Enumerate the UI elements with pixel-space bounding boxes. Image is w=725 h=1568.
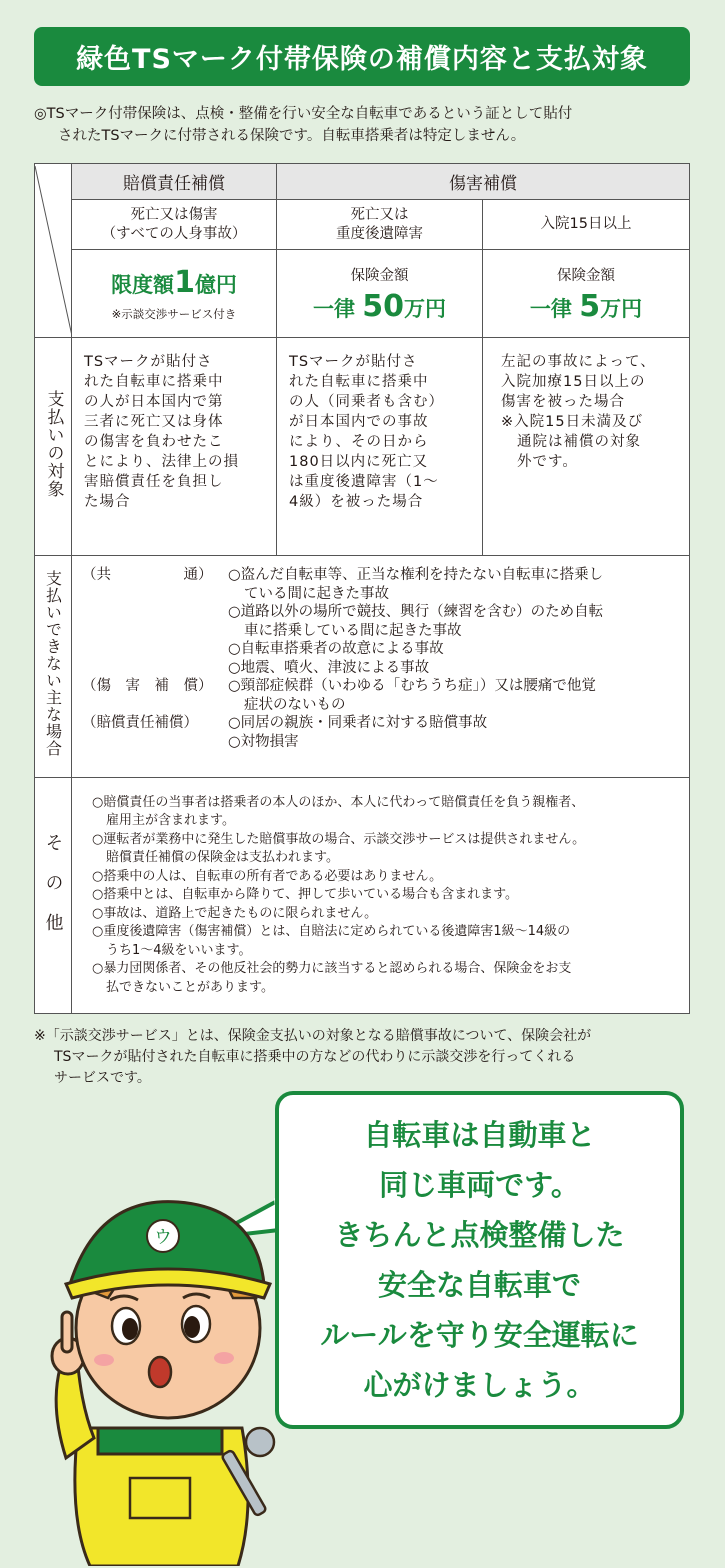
exclusion-item: ○自転車搭乗者の故意による事故 — [228, 641, 444, 657]
target-death-line: 4級）を被った場合 — [289, 494, 424, 510]
other-note-cont: 払できないことがあります。 — [106, 979, 274, 995]
target-liability-line: れた自転車に搭乗中 — [84, 374, 224, 390]
other-note: ○事故は、道路上で起きたものに限られません。 — [92, 905, 378, 921]
amount-death-number: 50 — [362, 288, 405, 324]
target-hosp-line: 入院加療15日以上の — [501, 374, 646, 390]
title-banner — [34, 27, 690, 86]
amount-liability-prefix: 限度額 — [111, 273, 175, 297]
target-death-line: は重度後遺障害（1～ — [289, 474, 439, 490]
exclusion-item: ○地震、噴火、津波による事故 — [228, 659, 430, 676]
amount-hosp-number: 5 — [579, 288, 601, 324]
target-death-line: TSマークが貼付さ — [289, 354, 418, 370]
target-hosp-note: 外です。 — [517, 454, 578, 470]
other-note-cont: うち1～4級をいいます。 — [106, 942, 252, 958]
other-note: ○運転者が業務中に発生した賠償事故の場合、示談交渉サービスは提供されません。 — [92, 831, 586, 847]
speech-bubble — [275, 1091, 684, 1429]
target-death — [277, 338, 483, 556]
target-death-line: が日本国内での事故 — [289, 414, 429, 430]
side-exclusions-label: 支払いできない主な場合 — [43, 570, 63, 757]
exclusion-label-injury: （傷 害 補 償） — [82, 678, 213, 694]
target-liability-line: の傷害を負わせたこ — [84, 434, 224, 450]
bubble-line: 同じ車両です。 — [379, 1168, 580, 1202]
amount-death-prefix: 一律 — [312, 296, 363, 321]
intro-text — [34, 103, 694, 147]
amount-hosp-label: 保険金額 — [557, 267, 615, 284]
target-hosp — [483, 338, 690, 556]
intro-line-2: されたTSマークに付帯される保険です。自転車搭乗者は特定しません。 — [58, 128, 526, 144]
amount-hosp-prefix: 一律 — [529, 296, 580, 321]
amount-liability-note: ※示談交渉サービス付き — [111, 307, 237, 321]
amount-death-label: 保険金額 — [350, 267, 409, 284]
exclusion-item-cont: 症状のないもの — [244, 696, 346, 713]
exclusion-label-common: （共 通） — [82, 567, 213, 583]
amount-hosp-unit: 万円 — [600, 296, 643, 321]
other-note-cont: 雇用主が含まれます。 — [106, 813, 235, 829]
sub-death-l2: 重度後遺障害 — [336, 225, 423, 242]
page-title: 緑色TSマーク付帯保険の補償内容と支払対象 — [76, 44, 648, 75]
bubble-line: 心がけましょう。 — [363, 1368, 596, 1402]
target-liability — [72, 338, 277, 556]
target-hosp-note: ※入院15日未満及び — [501, 414, 644, 430]
exclusion-item-cont: 車に搭乗している間に起きた事故 — [244, 622, 462, 639]
bubble-line: 安全な自転車で — [377, 1268, 581, 1302]
header-liability: 賠償責任補償 — [72, 164, 277, 200]
target-liability-line: 害賠償責任を負担し — [84, 474, 224, 490]
sub-liability-l2: （すべての人身事故） — [101, 225, 247, 242]
exclusion-item: ○盗んだ自転車等、正当な権利を持たない自転車に搭乗し — [228, 567, 604, 583]
bubble-line: 自転車は自動車と — [363, 1118, 596, 1152]
exclusion-item-cont: ている間に起きた事故 — [244, 585, 389, 602]
sub-death — [277, 200, 483, 250]
target-death-line: により、その日から — [289, 434, 429, 450]
exclusions-cell — [72, 556, 690, 778]
side-other — [35, 778, 72, 1014]
amount-death-unit: 万円 — [404, 296, 447, 321]
exclusion-item: ○道路以外の場所で競技、興行（練習を含む）のため自転 — [228, 604, 604, 620]
side-exclusions — [35, 556, 72, 778]
footnote-line-1: ※「示談交渉サービス」とは、保険金支払いの対象となる賠償事故について、保険会社が — [34, 1028, 592, 1044]
target-death-line: の人（同乗者も含む） — [289, 394, 444, 410]
target-hosp-line: 左記の事故によって、 — [501, 354, 656, 370]
target-hosp-note: 通院は補償の対象 — [517, 434, 641, 450]
side-targets-label: 支払いの対象 — [43, 389, 64, 498]
footnote-line-3: サービスです。 — [54, 1070, 151, 1086]
amount-liability — [72, 250, 277, 338]
other-note: ○暴力団関係者、その他反社会的勢力に該当すると認められる場合、保険金をお支 — [92, 961, 572, 977]
sub-hosp: 入院15日以上 — [483, 200, 690, 250]
other-note: ○重度後遺障害（傷害補償）とは、自賠法に定められている後遺障害1級～14級の — [92, 924, 571, 940]
sub-death-l1: 死亡又は — [350, 206, 409, 223]
bubble-line: きちんと点検整備した — [334, 1218, 625, 1252]
footnote — [34, 1026, 699, 1089]
coverage-table — [34, 163, 690, 1014]
other-cell — [72, 778, 690, 1014]
amount-liability-unit: 億円 — [194, 273, 237, 297]
exclusion-item: ○同居の親族・同乗者に対する賠償事故 — [228, 715, 488, 731]
other-note: ○賠償責任の当事者は搭乗者の本人のほか、本人に代わって賠償責任を負う親権者、 — [92, 794, 585, 810]
svg-text:ウ: ウ — [154, 1227, 172, 1248]
other-note-cont: 賠償責任補償の保険金は支払われます。 — [106, 850, 339, 866]
target-liability-line: TSマークが貼付さ — [84, 354, 213, 370]
other-note: ○搭乗中の人は、自転車の所有者である必要はありません。 — [92, 868, 443, 884]
side-other-label: その他 — [42, 832, 64, 953]
intro-line-1: ◎TSマーク付帯保険は、点検・整備を行い安全な自転車であるという証として貼付 — [34, 106, 573, 122]
other-note: ○搭乗中とは、自転車から降りて、押して歩いている場合も含まれます。 — [92, 887, 519, 903]
target-hosp-line: 傷害を被った場合 — [501, 394, 625, 410]
exclusion-label-liability: （賠償責任補償） — [82, 715, 198, 731]
corner-diagonal — [35, 166, 72, 336]
target-liability-line: 三者に死亡又は身体 — [84, 414, 224, 430]
corner-cell — [35, 164, 72, 338]
target-liability-line: た場合 — [84, 494, 131, 510]
exclusion-item: ○頸部症候群（いわゆる「むちうち症」）又は腰痛で他覚 — [228, 678, 596, 694]
bubble-line: ルールを守り安全運転に — [320, 1318, 639, 1352]
target-liability-line: の人が日本国内で第 — [84, 394, 224, 410]
target-death-line: れた自転車に搭乗中 — [289, 374, 429, 390]
amount-hosp — [483, 250, 690, 338]
amount-death — [277, 250, 483, 338]
header-injury: 傷害補償 — [277, 164, 690, 200]
exclusion-item: ○対物損害 — [228, 733, 299, 750]
footnote-line-2: TSマークが貼付された自転車に搭乗中の方などの代わりに示談交渉を行ってくれる — [54, 1049, 576, 1065]
mechanic-boy-illustration — [38, 1188, 278, 1566]
side-targets — [35, 338, 72, 556]
amount-liability-number: 1 — [174, 265, 195, 300]
target-liability-line: とにより、法律上の損 — [84, 454, 239, 470]
sub-liability — [72, 200, 277, 250]
sub-liability-l1: 死亡又は傷害 — [130, 206, 218, 223]
target-death-line: 180日以内に死亡又 — [289, 454, 429, 470]
